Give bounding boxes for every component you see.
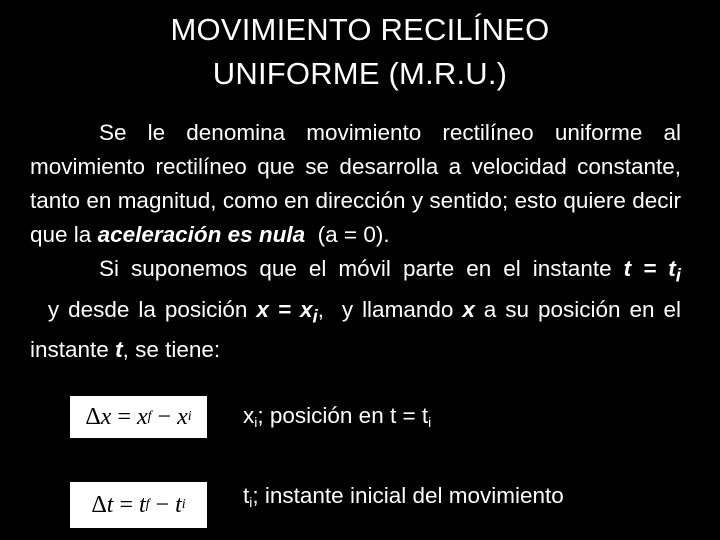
def2-var-sub: i (249, 494, 253, 510)
formula-lhs-t: t (106, 491, 114, 518)
formula-displacement (70, 396, 207, 438)
def2-text: ; instante inicial del movimiento (252, 483, 564, 508)
initial-time-eq (623, 256, 681, 286)
initial-position-sub: i (312, 305, 318, 326)
initial-text-4: a su posición en el instante (30, 296, 682, 362)
def1-text-sub: i (428, 414, 432, 430)
initial-text-5: , se tiene: (122, 337, 221, 362)
title-line-1: MOVIMIENTO RECILÍNEO (170, 12, 550, 47)
definition-initial-position (243, 401, 431, 437)
paragraph-initial-conditions (30, 252, 681, 367)
time-var-t: t (115, 337, 123, 362)
initial-time-eq-text: t = t (623, 256, 676, 281)
formula-equals: = (111, 403, 137, 430)
emphasis-null-acceleration: aceleración es nula (97, 222, 306, 247)
position-var-x: x (462, 296, 475, 322)
formula-ti: t (175, 491, 182, 518)
initial-text-3: , y llamando (317, 296, 463, 322)
formula-xf: x (137, 403, 148, 430)
initial-position-eq (256, 296, 318, 326)
paragraph-definition (30, 116, 681, 252)
def1-var-sub: i (254, 414, 258, 430)
formula-time-interval (70, 482, 207, 528)
delta-symbol: Δ (85, 403, 101, 430)
acceleration-equation: (a = 0). (305, 222, 390, 247)
formula-tf-sub: f (145, 497, 150, 512)
formula-xi-sub: i (187, 409, 192, 424)
formula-ti-sub: i (181, 497, 186, 512)
formula-equals: = (113, 491, 139, 518)
initial-time-sub: i (675, 264, 681, 286)
initial-position-eq-text: x = x (256, 296, 313, 322)
definition-initial-time (243, 481, 564, 517)
def1-var: x (243, 403, 255, 428)
delta-symbol: Δ (91, 491, 107, 518)
def1-text: ; posición en t = t (257, 403, 429, 428)
slide-title (0, 8, 720, 96)
formula-xf-sub: f (147, 409, 152, 424)
title-line-2: UNIFORME (M.R.U.) (212, 56, 508, 91)
formula-lhs-x: x (100, 403, 112, 430)
def2-var: t (243, 483, 250, 508)
initial-text-1: Si suponemos que el móvil parte en el instante (99, 256, 624, 281)
initial-text-2: y desde la posición (30, 296, 257, 322)
formula-minus: − (149, 491, 176, 518)
paragraph-definition-text: Se le denomina movimiento rectilíneo uniforme al movimiento rectilíneo que se desarrolla a velocidad constante, tanto en magnitud, como en dirección y sentido; esto quiere decir que la (30, 120, 681, 247)
formula-tf: t (138, 491, 146, 518)
body-text (30, 116, 681, 367)
formula-xi: x (177, 403, 188, 430)
formula-minus: − (151, 403, 178, 430)
